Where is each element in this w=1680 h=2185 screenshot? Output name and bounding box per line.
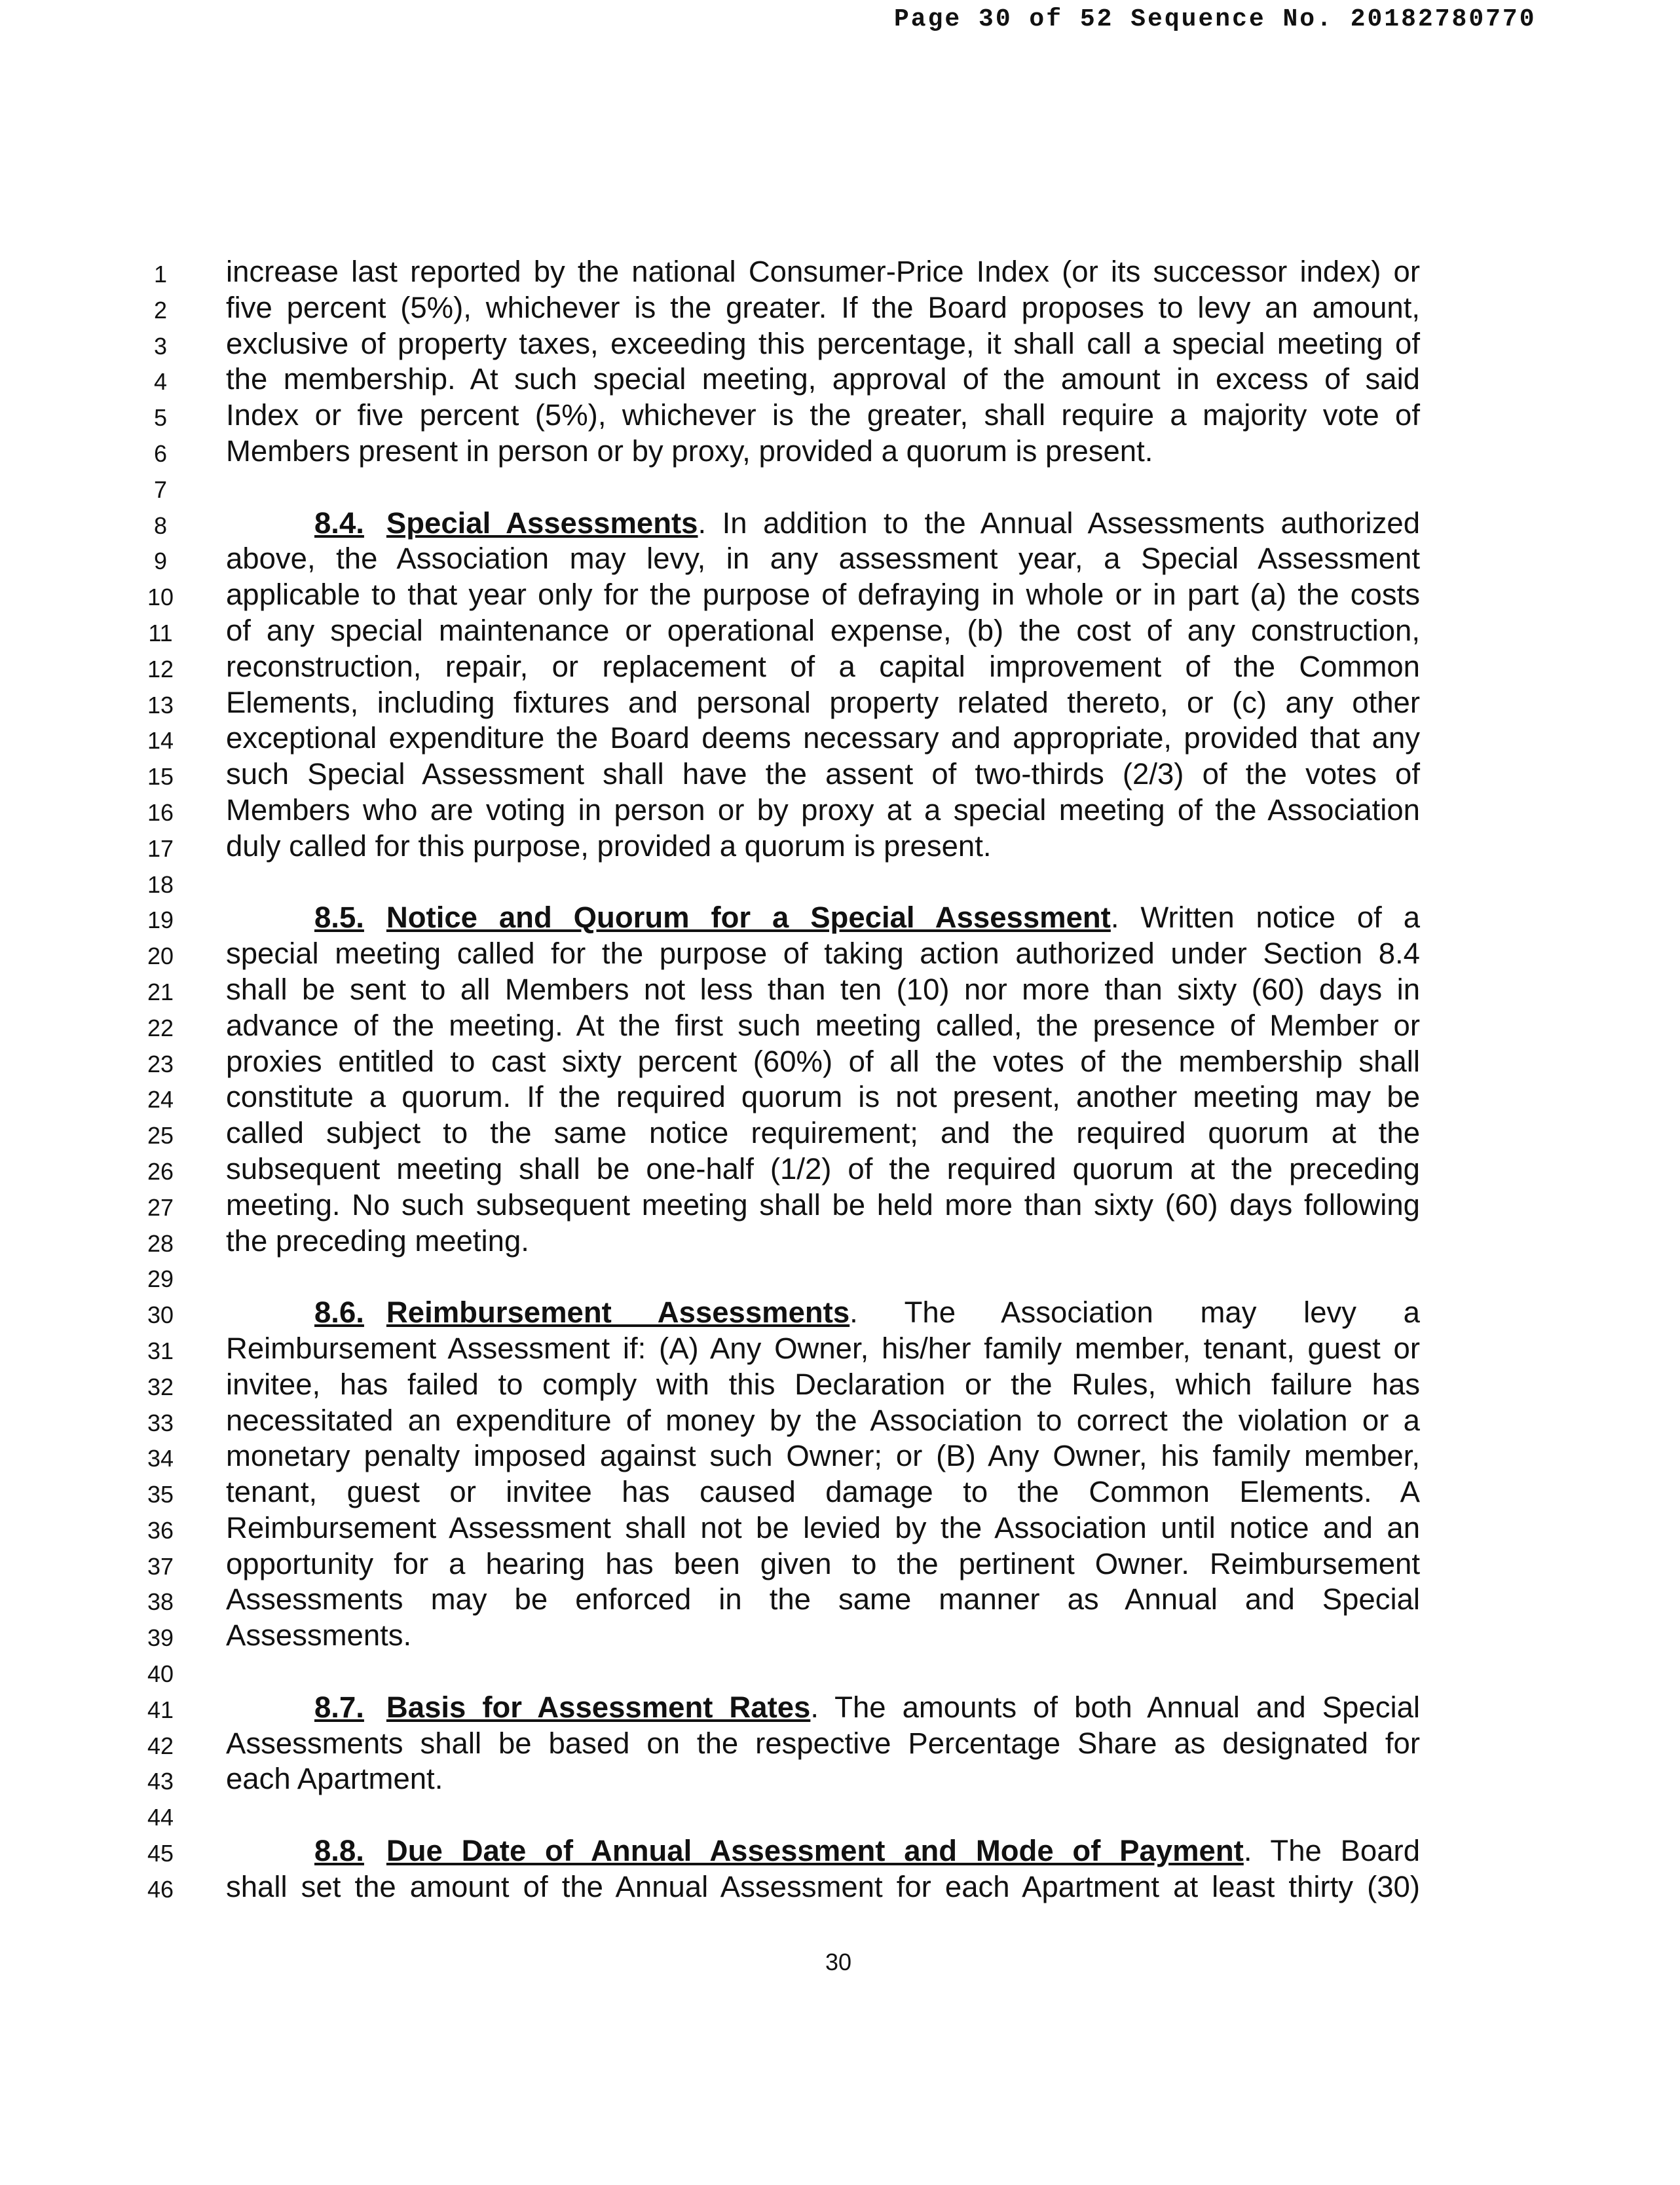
line-number: 9 xyxy=(153,548,168,575)
document-line xyxy=(0,900,1680,936)
line-number: 34 xyxy=(147,1445,174,1472)
document-line xyxy=(0,1331,1680,1367)
line-number: 38 xyxy=(147,1588,174,1616)
document-line xyxy=(0,434,1680,470)
document-line xyxy=(0,1761,1680,1797)
line-text: necessitated an expenditure of money by the Association to correct the violation or a xyxy=(226,1403,1420,1437)
line-number: 1 xyxy=(153,261,168,288)
document-line xyxy=(0,254,1680,290)
line-number: 37 xyxy=(147,1552,174,1580)
line-number: 44 xyxy=(147,1804,174,1831)
line-number: 20 xyxy=(147,943,174,970)
document-line xyxy=(0,1367,1680,1403)
line-number: 31 xyxy=(147,1337,174,1364)
line-text: applicable to that year only for the purpose of defraying in whole or in part (a) the costs xyxy=(226,578,1420,612)
line-text: called subject to the same notice requirement; and the required quorum at the xyxy=(226,1116,1420,1150)
document-line xyxy=(0,326,1680,362)
line-text: exceptional expenditure the Board deems necessary and appropriate, provided that any xyxy=(226,721,1420,755)
document-line xyxy=(0,1833,1680,1869)
document-line xyxy=(0,613,1680,649)
line-text: increase last reported by the national Consumer-Price Index (or its successor index) or xyxy=(226,255,1420,288)
line-text: the preceding meeting. xyxy=(226,1223,529,1258)
line-text: special meeting called for the purpose of taking action authorized under Section 8.4 xyxy=(226,937,1420,971)
document-line xyxy=(0,470,1680,506)
document-line xyxy=(0,1618,1680,1654)
section-number: 8.5. xyxy=(314,901,364,935)
section-heading-line xyxy=(226,900,1420,936)
document-line xyxy=(0,362,1680,398)
line-number: 40 xyxy=(147,1660,174,1688)
line-number: 35 xyxy=(147,1481,174,1508)
section-number: 8.8. xyxy=(314,1834,364,1868)
document-line xyxy=(0,1044,1680,1080)
section-title: Basis for Assessment Rates xyxy=(386,1690,811,1724)
line-text: shall set the amount of the Annual Assessment for each Apartment at least thirty (30) xyxy=(226,1869,1420,1903)
document-line xyxy=(0,793,1680,829)
line-text: Index or five percent (5%), whichever is the greater, shall require a majority vote of xyxy=(226,398,1420,432)
line-number: 17 xyxy=(147,834,174,862)
line-text: subsequent meeting shall be one-half (1/2) of the required quorum at the preceding xyxy=(226,1151,1420,1186)
section-lead-text: . In addition to the Annual Assessments authorized xyxy=(698,506,1421,540)
line-text: Assessments may be enforced in the same manner as Annual and Special xyxy=(226,1582,1420,1616)
line-number: 10 xyxy=(147,584,174,611)
line-number: 11 xyxy=(148,619,173,646)
document-line xyxy=(0,1582,1680,1618)
document-line xyxy=(0,1438,1680,1474)
line-number: 32 xyxy=(147,1373,174,1400)
section-number: 8.6. xyxy=(314,1296,364,1330)
line-number: 39 xyxy=(147,1624,174,1652)
document-line xyxy=(0,541,1680,577)
line-text: shall be sent to all Members not less than ten (10) nor more than sixty (60) days in xyxy=(226,972,1420,1006)
line-text: Elements, including fixtures and personal property related thereto, or (c) any other xyxy=(226,685,1420,719)
line-number: 46 xyxy=(147,1875,174,1903)
document-body xyxy=(0,254,1680,1905)
document-line xyxy=(0,829,1680,865)
line-text: Reimbursement Assessment if: (A) Any Owner, his/her family member, tenant, guest or xyxy=(226,1331,1420,1365)
document-line xyxy=(0,1115,1680,1151)
document-line xyxy=(0,506,1680,542)
line-number: 4 xyxy=(153,368,168,396)
line-number: 41 xyxy=(147,1696,174,1723)
line-text: Assessments. xyxy=(226,1618,412,1653)
line-text: above, the Association may levy, in any assessment year, a Special Assessment xyxy=(226,542,1420,576)
line-text: monetary penalty imposed against such Owner; or (B) Any Owner, his family member, xyxy=(226,1439,1420,1473)
document-line xyxy=(0,577,1680,613)
line-text: the membership. At such special meeting, approval of the amount in excess of said xyxy=(226,362,1420,396)
section-number: 8.4. xyxy=(314,506,364,540)
line-number: 27 xyxy=(147,1193,174,1221)
document-line xyxy=(0,1079,1680,1115)
document-line xyxy=(0,1869,1680,1905)
line-text: Assessments shall be based on the respective Percentage Share as designated for xyxy=(226,1726,1420,1760)
document-line xyxy=(0,1403,1680,1439)
line-number: 22 xyxy=(147,1014,174,1041)
line-number: 12 xyxy=(147,655,174,682)
line-text: each Apartment. xyxy=(226,1762,443,1796)
line-number: 29 xyxy=(147,1265,174,1293)
document-line xyxy=(0,1797,1680,1833)
line-number: 16 xyxy=(147,798,174,826)
line-number: 36 xyxy=(147,1516,174,1544)
line-number: 2 xyxy=(153,296,168,324)
section-title: Due Date of Annual Assessment and Mode of Payment xyxy=(386,1834,1244,1868)
section-lead-text: . The Association may levy a xyxy=(849,1296,1420,1330)
line-text: constitute a quorum. If the required quorum is not present, another meeting may be xyxy=(226,1080,1420,1114)
line-text: proxies entitled to cast sixty percent (60%) of all the votes of the membership shall xyxy=(226,1044,1420,1078)
document-line xyxy=(0,756,1680,793)
section-lead-text: . The Board xyxy=(1243,1834,1420,1868)
section-title: Reimbursement Assessments xyxy=(386,1296,850,1330)
line-number: 3 xyxy=(153,332,168,360)
line-number: 14 xyxy=(147,727,174,755)
line-number: 15 xyxy=(147,763,174,791)
document-line xyxy=(0,1187,1680,1223)
section-title: Notice and Quorum for a Special Assessment xyxy=(386,901,1111,935)
line-text: Reimbursement Assessment shall not be levied by the Association until notice and an xyxy=(226,1510,1420,1544)
document-line xyxy=(0,649,1680,685)
section-lead-text: . The amounts of both Annual and Special xyxy=(810,1690,1420,1724)
document-line xyxy=(0,1295,1680,1331)
page-header: Page 30 of 52 Sequence No. 20182780770 xyxy=(894,5,1537,33)
line-number: 43 xyxy=(147,1768,174,1795)
line-text: opportunity for a hearing has been given to the pertinent Owner. Reimbursement xyxy=(226,1546,1420,1580)
line-text: advance of the meeting. At the first such meeting called, the presence of Member or xyxy=(226,1008,1420,1042)
section-heading-line xyxy=(226,1295,1420,1331)
document-line xyxy=(0,1726,1680,1762)
document-line xyxy=(0,972,1680,1008)
line-text: reconstruction, repair, or replacement of a capital improvement of the Common xyxy=(226,649,1420,683)
line-number: 45 xyxy=(147,1840,174,1867)
section-lead-text: . Written notice of a xyxy=(1110,901,1420,935)
line-number: 21 xyxy=(147,978,174,1005)
line-number: 28 xyxy=(147,1229,174,1257)
document-line xyxy=(0,865,1680,901)
section-number: 8.7. xyxy=(314,1690,364,1724)
section-title: Special Assessments xyxy=(386,506,698,540)
line-number: 6 xyxy=(153,439,168,467)
document-line xyxy=(0,1223,1680,1260)
document-line xyxy=(0,1259,1680,1295)
document-line xyxy=(0,1546,1680,1582)
line-number: 30 xyxy=(147,1301,174,1329)
page-number: 30 xyxy=(825,1949,852,1975)
section-heading-line xyxy=(226,1833,1420,1869)
line-text: meeting. No such subsequent meeting shall be held more than sixty (60) days following xyxy=(226,1187,1420,1222)
document-line xyxy=(0,1474,1680,1510)
line-text: Members who are voting in person or by proxy at a special meeting of the Association xyxy=(226,793,1420,827)
line-number: 13 xyxy=(147,691,174,719)
document-line xyxy=(0,1008,1680,1044)
document-line xyxy=(0,398,1680,434)
section-heading-line xyxy=(226,1690,1420,1726)
document-line xyxy=(0,1654,1680,1690)
line-text: duly called for this purpose, provided a quorum is present. xyxy=(226,829,992,863)
document-line xyxy=(0,290,1680,326)
line-number: 24 xyxy=(147,1086,174,1113)
line-number: 19 xyxy=(147,906,174,934)
line-number: 7 xyxy=(153,476,168,503)
document-line xyxy=(0,1510,1680,1546)
line-text: invitee, has failed to comply with this Declaration or the Rules, which failure has xyxy=(226,1367,1420,1401)
document-line xyxy=(0,720,1680,756)
line-number: 33 xyxy=(147,1409,174,1436)
line-text: Members present in person or by proxy, provided a quorum is present. xyxy=(226,434,1153,468)
line-number: 8 xyxy=(153,512,168,539)
line-number: 23 xyxy=(147,1050,174,1077)
line-text: of any special maintenance or operational expense, (b) the cost of any construction, xyxy=(226,613,1420,647)
line-text: five percent (5%), whichever is the greater. If the Board proposes to levy an amount, xyxy=(226,290,1420,324)
document-line xyxy=(0,1690,1680,1726)
line-number: 42 xyxy=(147,1732,174,1759)
line-number: 25 xyxy=(147,1122,174,1149)
line-text: exclusive of property taxes, exceeding this percentage, it shall call a special meeting of xyxy=(226,326,1420,360)
document-line xyxy=(0,936,1680,972)
line-number: 26 xyxy=(147,1157,174,1185)
line-text: tenant, guest or invitee has caused damage to the Common Elements. A xyxy=(226,1475,1420,1509)
line-number: 18 xyxy=(147,870,174,898)
line-number: 5 xyxy=(153,404,168,432)
document-line xyxy=(0,685,1680,721)
line-text: such Special Assessment shall have the assent of two-thirds (2/3) of the votes of xyxy=(226,757,1420,791)
section-heading-line xyxy=(226,506,1420,542)
document-line xyxy=(0,1151,1680,1187)
